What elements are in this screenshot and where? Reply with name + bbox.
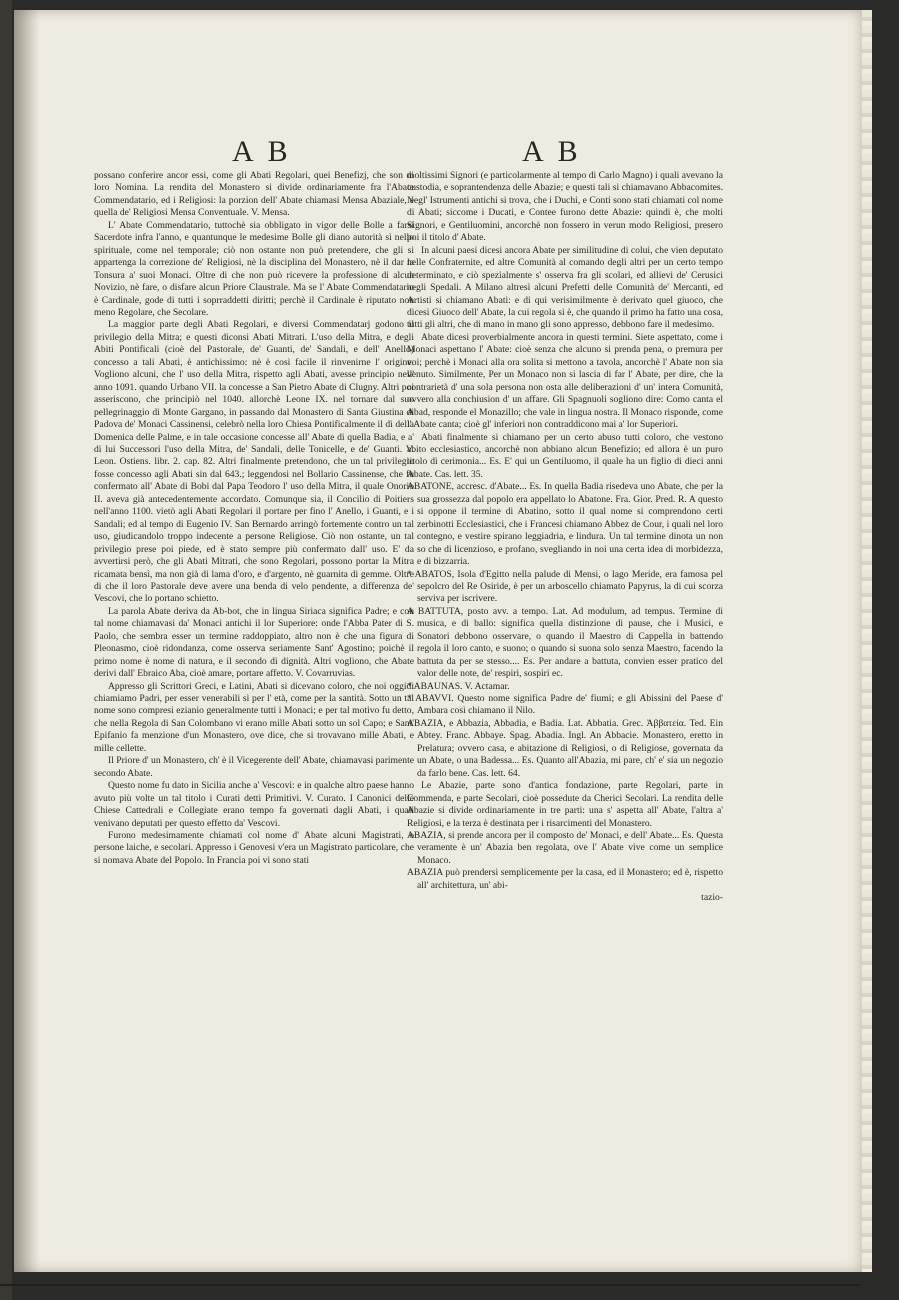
paragraph: Appresso gli Scrittori Greci, e Latini, Abati si dicevano coloro, che noi oggidì chiamiamo Padri, per esser venerabili sì per l' età, come per la santità. Sotto un tal nome sono compresi ezianio generalmente tutti i Monaci; e per tal motivo fu detto, che nella Regola di San Colombano vi erano mille Abati sotto un sol Capo; e Sant' Epifanio fa menzione d'un Monastero, ove dice, che si trovavano mille Abati, e mille cellette. (94, 680, 414, 754)
running-head-left: AB (232, 135, 302, 168)
paragraph: A BATTUTA, posto avv. a tempo. Lat. Ad modulum, ad tempus. Termine di musica, e di ballo: significa quella distinzione di pause, che i Musici, e Sonatori debbono osservare, o quando il Maestro di Cappella in battendo regola il loro canto, e suono; o quando si suona solo senza Maestro, facendo la battuta da per se stesso.... Es. Per andare a battuta, convien esser pratico del valor delle note, de' respiri, sospiri ec. (407, 605, 723, 680)
paragraph: L' Abate Commendatario, tuttochè sia obbligato in vigor delle Bolle a farsi Sacerdote infra l'anno, e quantunque le medesime Bolle gli diano autorità sì nello spirituale, come nel temporale; ciò non ostante non può pretendere, che gli si appartenga la correzione de' Religiosi, nè la disciplina del Monastero, nè il dar la Tonsura a' suoi Monaci. Oltre di che non può ricevere la professione di alcun Novizio, nè fare, o disfare alcun Priore Claustrale. Ma se l' Abate Commendatario è Cardinale, gode di tutti i soprraddetti diritti; perchè il Cardinale è riputato non meno Regolare, che Secolare. (94, 219, 414, 318)
paragraph: Furono medesimamente chiamati col nome d' Abate alcuni Magistrati, o persone laiche, e secolari. Appresso i Genovesi v'era un Magistrato particolare, che si nomava Abate del Popolo. In Francia poi vi sono stati (94, 830, 414, 866)
bottom-rule (0, 1284, 860, 1286)
running-head-right: AB (522, 135, 592, 168)
deckled-edge (862, 10, 872, 1272)
paragraph: * ABAVVI. Questo nome significa Padre de' fiumi; e gli Abissini del Paese d' Ambara così chiamano il Nilo. (407, 693, 723, 717)
paragraph: Le Abazie, parte sono d'antica fondazione, parte Regolari, parte in Commenda, e parte Secolari, cioè possedute da Cherici Secolari. La rendita delle Abazie si divide ordinariamente in tre parti: una s' aspetta all' Abate, l'altra a' Religiosi, e la terza è destinata per i risarcimenti del Monastero. (407, 780, 723, 829)
text-column-left (94, 170, 414, 867)
paragraph: La parola Abate deriva da Ab-bot, che in lingua Siriaca significa Padre; e con tal nome chiamavasi da' Monaci antichi il lor Superiore: onde l'Abba Pater di S. Paolo, che sembra esser un termine raddoppiato, altro non è che una figura di Pleonasmo, cioè ridondanza, come osserva seriamente Sant' Agostino; poichè il primo nome è nome di natura, e il secondo di dignità. Altri vogliono, che Abate derivi dall' Ebraico Aba, cioè amare, portare affetto. V. Covarruvias. (94, 605, 414, 680)
text-column-right (407, 170, 723, 905)
paragraph: ABAZIA, e Abbazia, Abbadia, e Badia. Lat. Abbatia. Grec. Ἀββατεία. Ted. Ein Abtey. Franc. Abbaye. Spag. Abadia. Ingl. An Abbacie. Monastero, eretto in Prelatura; ovvero casa, e abitazione di Religiosi, o di Religiose, governata da un Abate, o una Badessa... Es. Quanto all'Abazia, mi pare, ch' e' sia un negozio da farlo bene. Cas. lett. 64. (407, 717, 723, 779)
paragraph: La maggior parte degli Abati Regolari, e diversi Commendatarj godono il privilegio della Mitra; e questi diconsi Abati Mitrati. L'uso della Mitra, e degli Abiti Pontificali (cioè del Pastorale, de' Guanti, de' Sandali, e dell' Anello) concesso a tali Abati, è antichissimo: nè è così facile il rinvenirne l' origine. Vogliono alcuni, che l' uso della Mitra, rispetto agli Abati, avesse principio nell' anno 1091. quando Urbano VII. la concesse a San Pietro Abate di Clugny. Altri poi asseriscono, che principiò nel 1040. allorchè Leone IX. nel tornare dal suo pellegrinaggio di Monte Gargano, in passando dal Monastero di Santa Giustina di Padova de' Monaci Cassinensi, celebrò nella loro Chiesa Pontificalmente il dì della Domenica delle Palme, e in tale occasione concesse all' Abate di quella Badia, e a' di lui Successori l'uso della Mitra, de' Sandali, delle Tonicelle, e de' Guanti. V. Leon. Ostiens. libr. 2. cap. 82. Altri finalmente pretendono, che un tal privilegio fosse concesso agli Abati sin dal 643.; leggendosi nel Bollario Cassinense, che fu confermato all' Abate di Bobi dal Papa Teodoro l' uso della Mitra, il quale Onorio II. aveva già antecedentemente accordato. Comunque sia, il Concilio di Poitiers nell'anno 1100. vietò agli Abati Regolari il portare per fino l' Anello, i Guanti, e i Sandali; ed al tempo di Eugenio IV. San Bernardo arringò fortemente contro un tal uso, giudicandolo troppo indecente a persone Religiose. Ciò non ostante, un tal privilegio prese poi piede, ed è stato sempre più confermato dall' uso. E' da avvertirsi però, che gli Abati Mitrati, che sono Regolari, possono portar la Mitra ricamata bensì, ma non già di lama d'oro, e d'argento, nè guarnita di gemme. Oltre di che il loro Pastorale deve avere una benda di velo pendente, a differenza de' Vescovi, che lo portano schietto. (94, 319, 414, 605)
book-page (14, 10, 864, 1272)
book-spine (0, 0, 12, 1300)
paragraph: * ABAUNAS. V. Actamar. (407, 680, 510, 692)
gutter-shadow (14, 10, 40, 1272)
paragraph: In alcuni paesi dicesi ancora Abate per similitudine di colui, che vien deputato nelle Confraternite, ed altre Comunità al comando degli altri per un certo tempo determinato, e ciò spezialmente s' osserva fra gli scolari, ed allievi de' Cerusici negli Spedali. A Milano altresì alcuni Prefetti delle Comunità de' Mercanti, ed Artisti si chiamano Abati: e di qui verisimilmente è derivato quel giuoco, che dicesi Giuoco dell' Abate, la cui regola si è, che quando il primo ha fatto una cosa, tutti gli altri, che di mano in mano gli sono appresso, debbono fare il medesimo. (407, 244, 723, 331)
paragraph: Il Priore d' un Monastero, ch' è il Vicegerente dell' Abate, chiamavasi parimente secondo Abate. (94, 755, 414, 779)
paragraph: tazio- (701, 892, 723, 904)
paragraph: Abati finalmente si chiamano per un certo abuso tutti coloro, che vestono abito ecclesiastico, ancorchè non abbiano alcun Benefizio; ed allora è un puro titolo di cerimonia... Es. E' qui un Gentiluomo, il quale ha un figlio di dieci anni Abate. Cas. lett. 35. (407, 431, 723, 480)
paragraph: moltissimi Signori (e particolarmente al tempo di Carlo Magno) i quali avevano la custodia, e soprantendenza delle Abazie; e questi tali si chiamavano Abbacomites. Negl' Istrumenti antichi si trova, che i Duchi, e Conti sono stati chiamati col nome di Abati; siccome i Ducati, e Contee furono dette Abazie: quindi è, che molti Signori, e Gentiluomini, ancorchè non fossero in verun modo Religiosi, presero poi il titolo d' Abate. (407, 170, 723, 244)
paragraph: Abate dicesi proverbialmente ancora in questi termini. Siete aspettato, come i Monaci aspettano l' Abate: cioè senza che alcuno si prenda pena, o premura per voi; perchè i Monaci alla ora solita si mettono a tavola, ancorchè l' Abate non sia venuto. Similmente, Per un Monaco non si lascia di far l' Abate, per dire, che la contrarietà d' una sola persona non osta alle deliberazioni d' un' intera Comunità, ovvero alla conchiusion d' un affare. Gli Spagnuoli sogliono dire: Como canta el Abad, responde el Monazillo; che vale in lingua nostra. Il Monaco risponde, come l' Abate canta; cioè gl' inferiori non contraddicono mai a' lor Superiori. (407, 331, 723, 431)
paragraph: ABAZIA può prendersi semplicemente per la casa, ed il Monastero; ed è, rispetto all' architettura, un' abi- (407, 867, 723, 891)
running-heads (14, 135, 864, 175)
paragraph: ABATONE, accresc. d'Abate... Es. In quella Badia risedeva uno Abate, che per la sua grossezza dal popolo era appellato lo Abatone. Fra. Gior. Pred. R. A questo si oppone il termine di Abatino, sotto il qual nome si comprendono certi zerbinotti Ecclesiastici, che i Francesi chiamano Abbez de Cour, i quali nel loro contegno, e vestire spirano leggiadria, e lindura. Un tal termine dinota un non so che di licenzioso, e profano, svegliando in noi una certa idea di morbidezza, e di bizzarria. (407, 481, 723, 568)
paragraph: * ABATOS, Isola d'Egitto nella palude di Mensi, o lago Meride, era famosa pel sepolcro del Re Osiride, è per un arboscello chiamato Papyrus, la di cui scorza serviva per iscrivere. (407, 568, 723, 605)
paragraph: possano conferire ancor essi, come gli Abati Regolari, quei Benefizj, che son di loro Nomina. La rendita del Monastero si divide ordinariamente fra l'Abate Commendatario, ed i Religiosi: la porzion dell' Abate chiamasi Mensa Abaziale, e quella de' Religiosi Mensa Conventuale. V. Mensa. (94, 170, 414, 219)
paragraph: ABAZIA, si prende ancora per il composto de' Monaci, e dell' Abate... Es. Questa veramente è un' Abazia ben regolata, ove l' Abate vive come un semplice Monaco. (407, 830, 723, 866)
paragraph: Questo nome fu dato in Sicilia anche a' Vescovi: e in qualche altro paese hanno avuto più volte un tal titolo i Curati detti Primitivi. V. Curato. I Canonici delle Chiese Cattedrali e Collegiate erano tempo fa governati dagli Abati, i quali venivano deputati per questo effetto da' Vescovi. (94, 780, 414, 829)
